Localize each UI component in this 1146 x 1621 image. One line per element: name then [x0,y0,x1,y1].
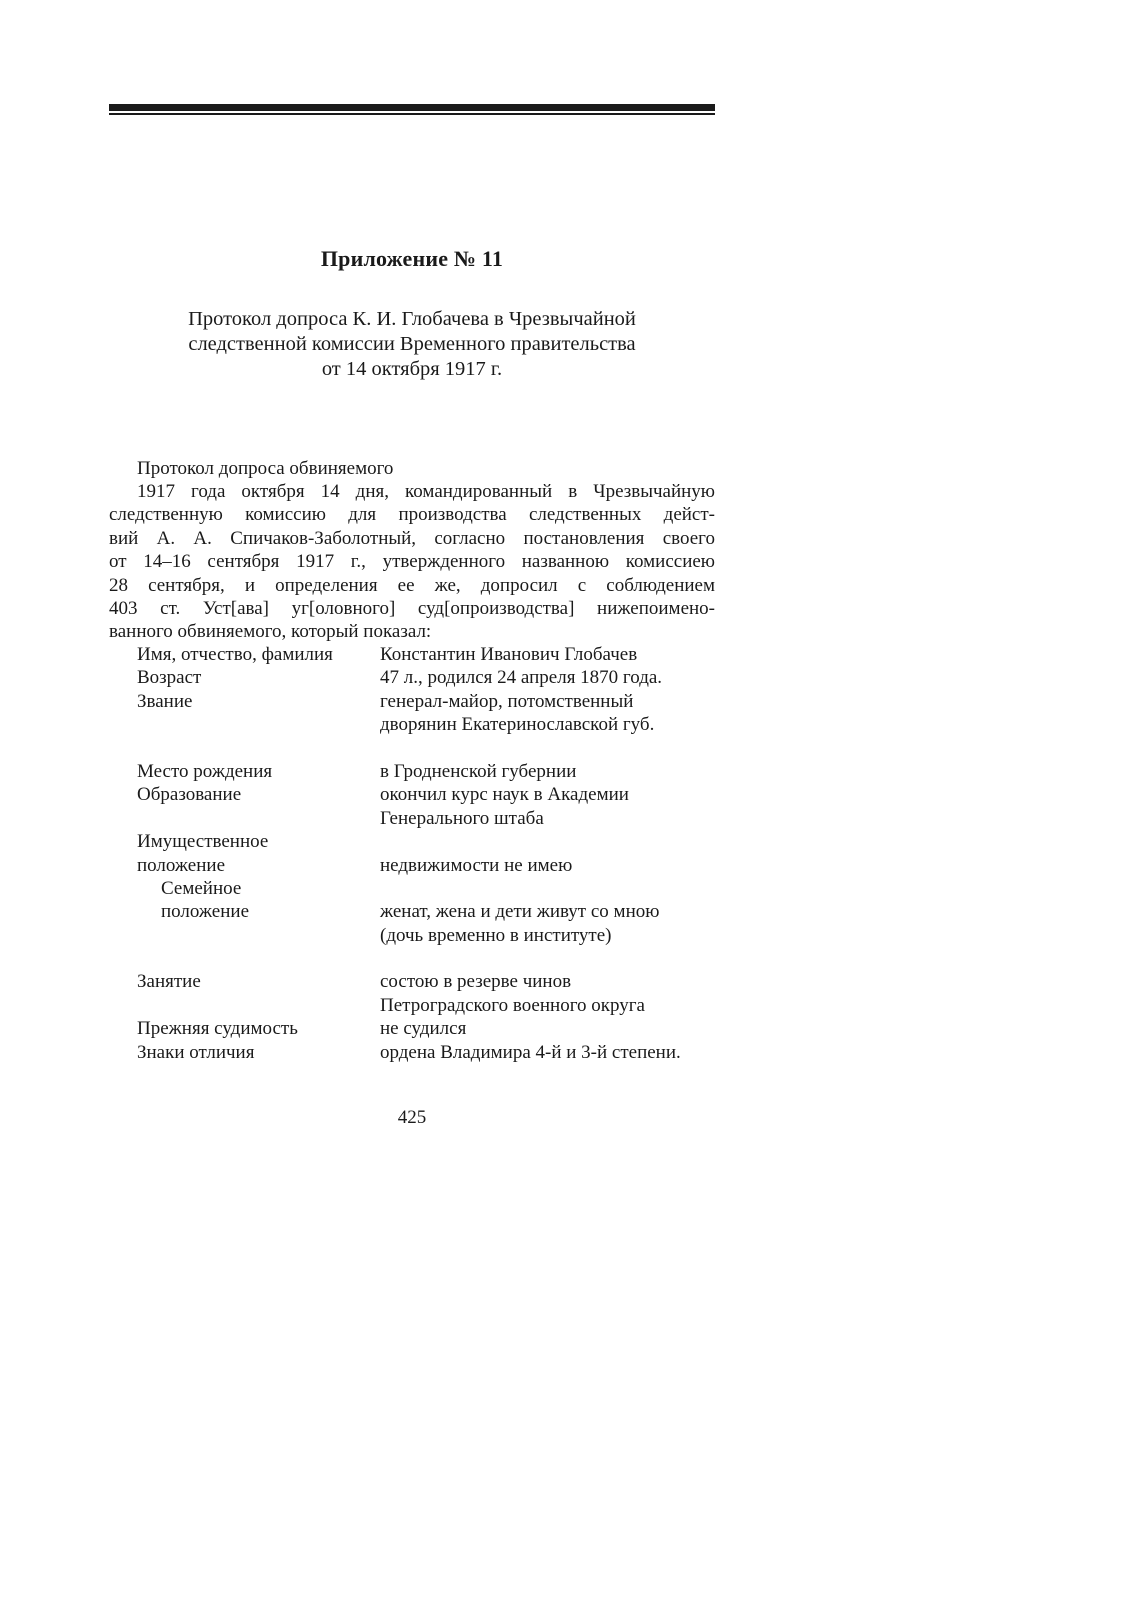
personal-data-fields [109,643,715,1064]
field-row-family [109,877,715,947]
field-value: женат, жена и дети живут со мною (дочь временно в институте) [380,901,660,946]
field-label: Знаки отличия [137,1041,255,1063]
field-row-occupation [109,970,715,1017]
field-value: ордена Владимира 4-й и 3-й степени. [380,1041,681,1063]
field-label: Прежняя судимость [137,1018,298,1040]
field-value: не судился [380,1018,467,1040]
field-row-decorations [109,1041,715,1064]
field-row-age [109,666,715,689]
paragraph-line: ванного обвиняемого, который показал: [109,621,432,643]
field-row-convictions [109,1017,715,1040]
field-row-education [109,783,715,830]
document-subtitle [109,307,715,382]
paragraph-line: вий А. А. Спичаков-Заболотный, согласно постановления своего [109,527,715,549]
subtitle-line: следственной комиссии Временного правительства [188,333,636,355]
field-label: Образование [137,784,242,806]
field-value: 47 л., родился 24 апреля 1870 года. [380,667,663,689]
field-value: окончил курс наук в Академии Генерального штаба [380,784,629,829]
field-label: Семейное положение [161,877,250,923]
header-rule-thick [109,104,715,111]
field-value: состою в резерве чинов Петроградского военного округа [380,971,645,1016]
field-label: Место рождения [137,760,273,782]
field-value: в Гродненской губернии [380,760,577,782]
subtitle-line: от 14 октября 1917 г. [321,358,503,380]
paragraph-line: следственную комиссию для производства следственных дейст- [109,504,715,526]
field-row-birthplace [109,760,715,783]
subtitle-line: Протокол допроса К. И. Глобачева в Чрезвычайной [188,308,636,330]
field-row-name [109,643,715,666]
field-row-rank [109,690,715,737]
paragraph-line: 1917 года октября 14 дня, командированный в Чрезвычайную [137,481,715,502]
field-label: Имущественное положение [137,831,269,876]
field-value: недвижимости не имею [380,854,573,876]
field-label: Возраст [137,667,202,689]
appendix-title: Приложение № 11 [320,246,504,271]
paragraph-line: от 14–16 сентября 1917 г., утвержденного названною комиссиею [109,551,715,573]
field-label: Звание [137,690,193,712]
field-label: Имя, отчество, фамилия [137,644,333,665]
protocol-heading: Протокол допроса обвиняемого [137,458,394,479]
protocol-paragraph [109,480,715,644]
field-label: Занятие [137,971,201,993]
field-value: Константин Иванович Глобачев [380,644,638,665]
field-value: генерал-майор, потомственный дворянин Екатеринославской губ. [380,690,655,736]
header-rule-thin [109,113,715,115]
page-number: 425 [397,1107,427,1128]
paragraph-line: 403 ст. Уст[ава] уг[оловного] суд[опроизводства] нижепоимено- [109,597,715,619]
paragraph-line: 28 сентября, и определения ее же, допросил с соблюдением [109,574,715,596]
field-row-property [109,830,715,877]
